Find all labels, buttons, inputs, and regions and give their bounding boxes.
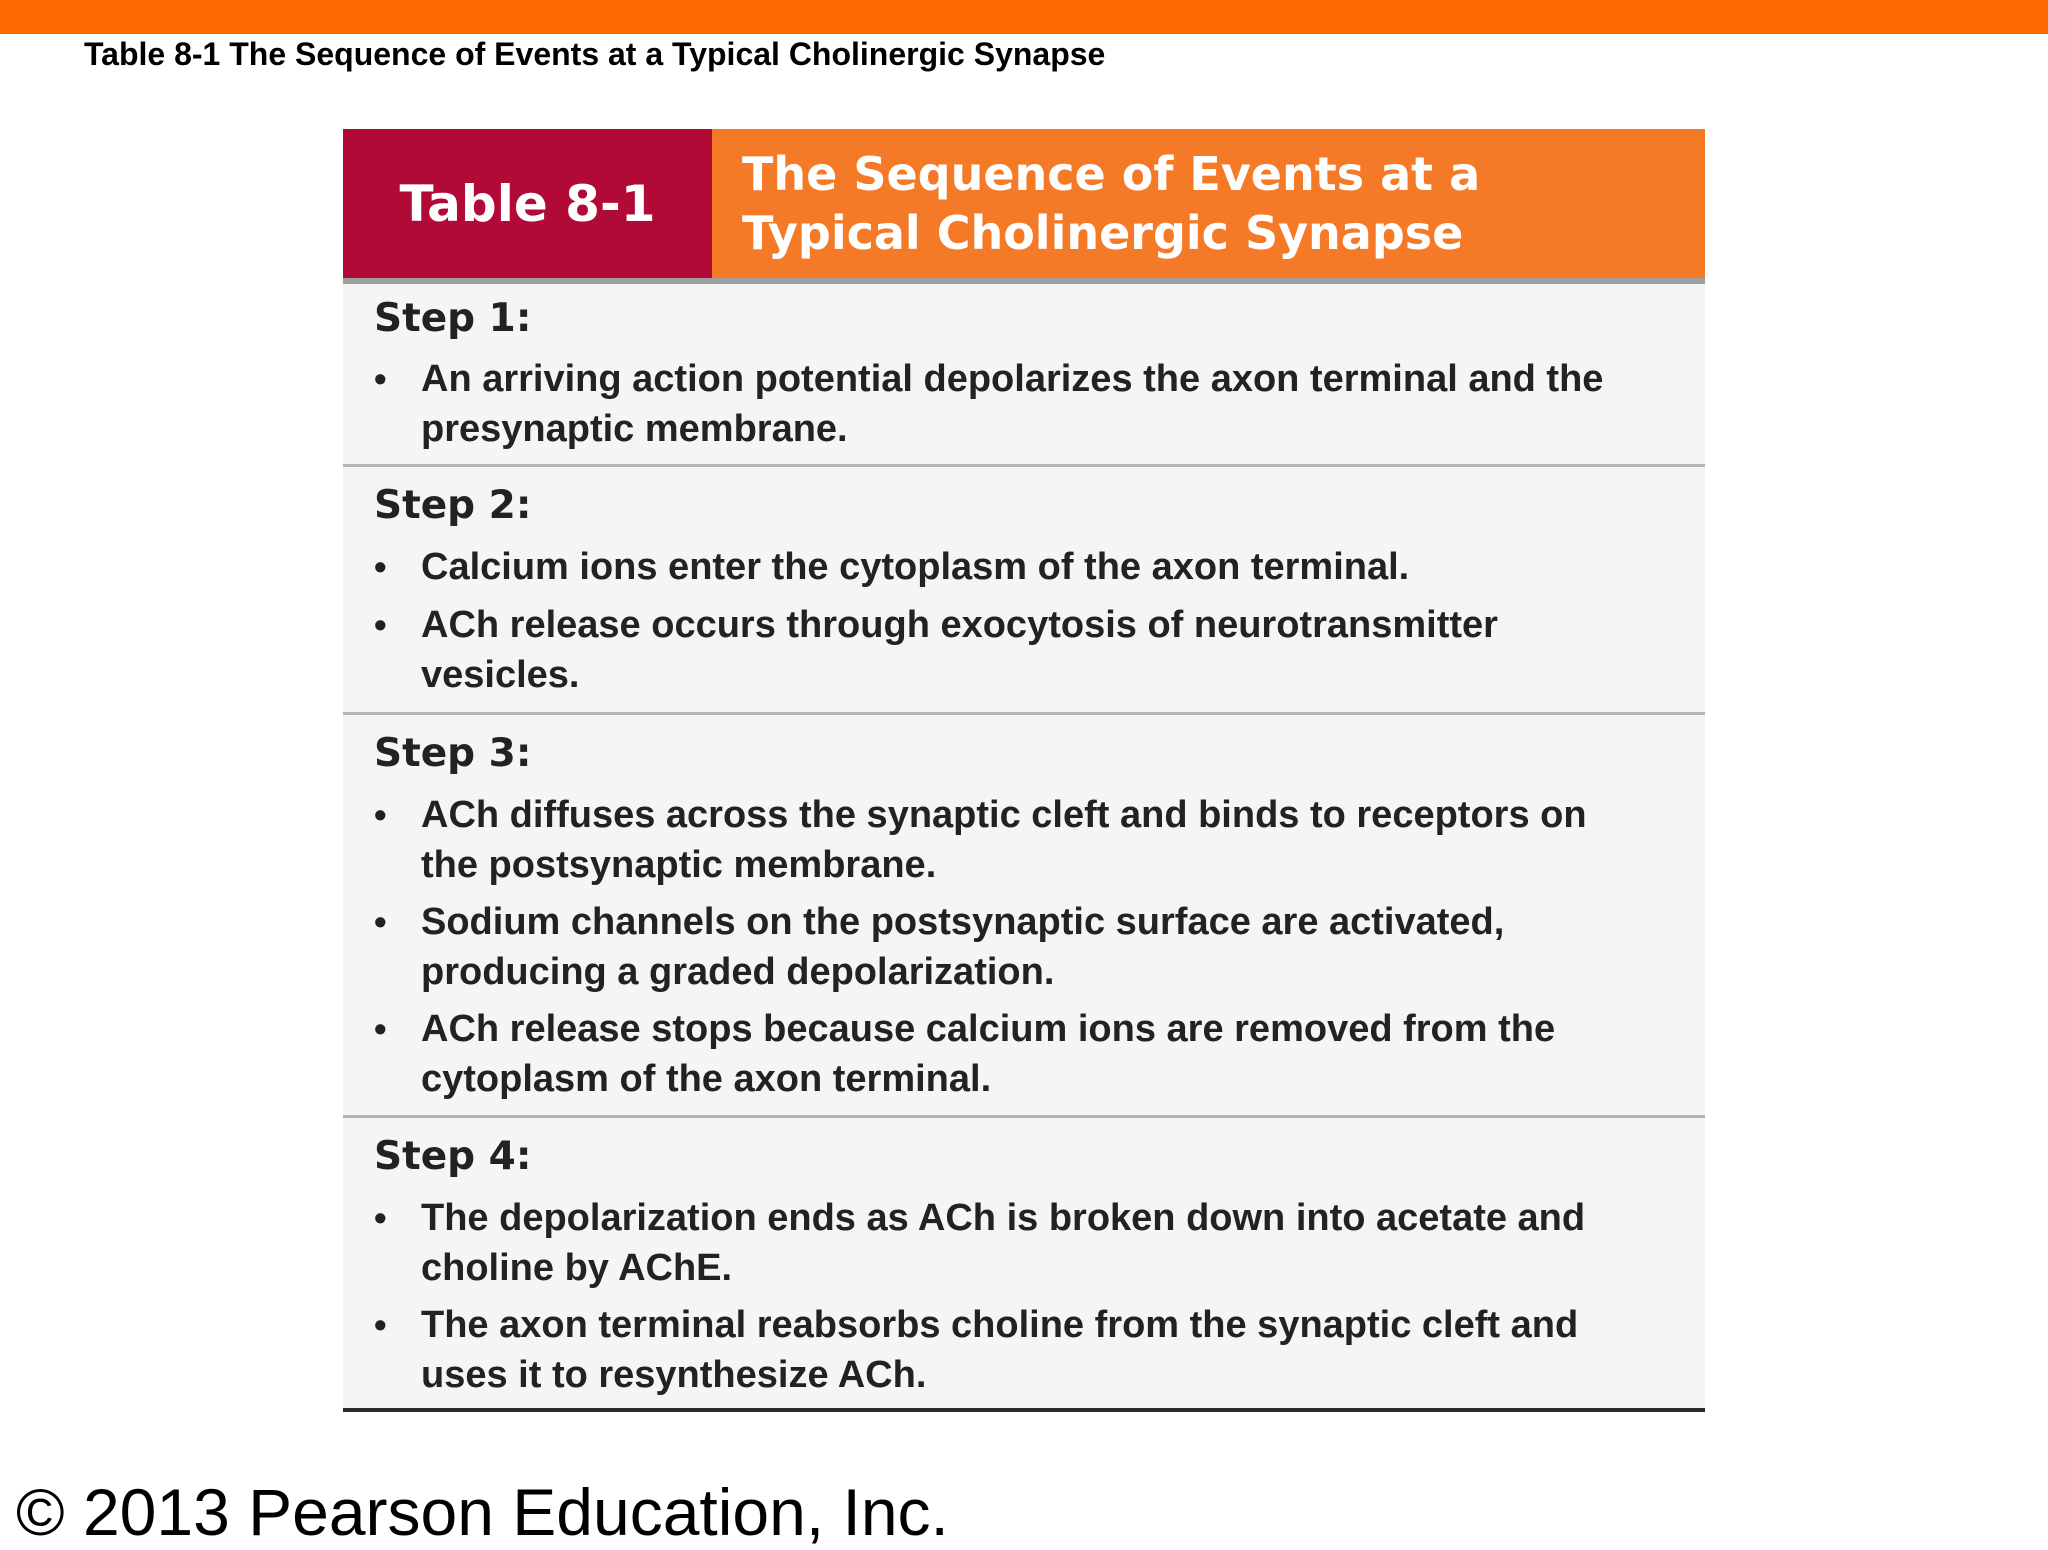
bullet-dot: •: [374, 604, 387, 645]
step-4-row: [343, 1118, 1705, 1408]
bullet-line: ACh diffuses across the synaptic cleft and binds to receptors on: [421, 794, 1587, 836]
bullet-line: vesicles.: [421, 654, 580, 696]
bullet-line: Sodium channels on the postsynaptic surface are activated,: [421, 901, 1505, 943]
slide-title: Table 8-1 The Sequence of Events at a Typical Cholinergic Synapse: [84, 36, 1106, 72]
bullet-line: cytoplasm of the axon terminal.: [421, 1058, 992, 1100]
table-number: Table 8-1: [399, 174, 656, 233]
bullet-text: [421, 1300, 1701, 1400]
step-label: Step 3:: [374, 731, 532, 776]
bullet-line: Calcium ions enter the cytoplasm of the axon terminal.: [421, 546, 1410, 588]
bullet-dot: •: [374, 546, 387, 587]
bullet-dot: •: [374, 1304, 387, 1345]
bullet-text: [421, 354, 1701, 454]
bullet-text: [421, 1193, 1701, 1293]
bullet-line: the postsynaptic membrane.: [421, 844, 937, 886]
step-2-row: [343, 467, 1705, 712]
table-title-line-2: Typical Cholinergic Synapse: [742, 206, 1464, 260]
table-title: [712, 129, 1705, 278]
bullet-line: choline by AChE.: [421, 1247, 733, 1289]
table-title-line-1: The Sequence of Events at a: [742, 147, 1481, 201]
step-label: Step 2:: [374, 483, 532, 528]
bullet-text: [421, 542, 1701, 592]
step-label: Step 1:: [374, 296, 532, 341]
bullet-line: presynaptic membrane.: [421, 408, 848, 450]
bullet-text: [421, 1004, 1701, 1104]
bullet-line: ACh release stops because calcium ions are removed from the: [421, 1008, 1556, 1050]
bullet-text: [421, 897, 1701, 997]
bullet-text: [421, 600, 1701, 700]
bullet-line: producing a graded depolarization.: [421, 951, 1055, 993]
bullet-line: The depolarization ends as ACh is broken down into acetate and: [421, 1197, 1586, 1239]
sequence-table: [343, 129, 1705, 1414]
copyright-notice: © 2013 Pearson Education, Inc.: [16, 1475, 949, 1549]
bullet-line: ACh release occurs through exocytosis of neurotransmitter: [421, 604, 1498, 646]
bullet-line: uses it to resynthesize ACh.: [421, 1354, 927, 1396]
bullet-dot: •: [374, 794, 387, 835]
table-header: [343, 129, 1705, 278]
table-bottom-rule: [343, 1408, 1705, 1412]
step-label: Step 4:: [374, 1134, 532, 1179]
bullet-line: An arriving action potential depolarizes the axon terminal and the: [421, 358, 1604, 400]
step-1-row: [343, 284, 1705, 464]
bullet-line: The axon terminal reabsorbs choline from the synaptic cleft and: [421, 1304, 1579, 1346]
bullet-dot: •: [374, 901, 387, 942]
top-accent-bar: [0, 0, 2048, 34]
step-3-row: [343, 715, 1705, 1115]
bullet-dot: •: [374, 1008, 387, 1049]
bullet-dot: •: [374, 358, 387, 399]
bullet-text: [421, 790, 1701, 890]
table-number-tag: [343, 129, 712, 278]
bullet-dot: •: [374, 1197, 387, 1238]
